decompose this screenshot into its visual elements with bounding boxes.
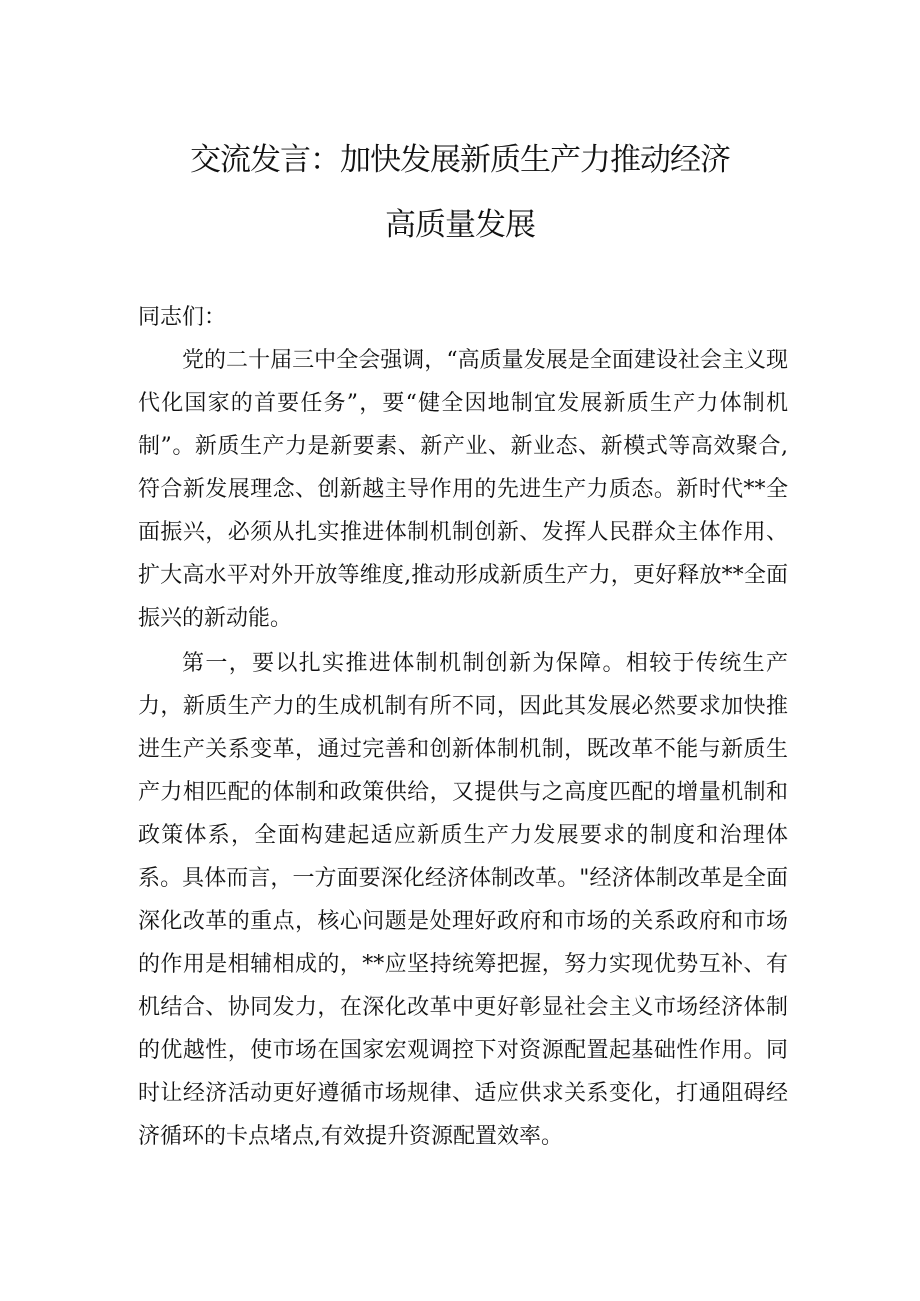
salutation: 同志们： — [138, 305, 227, 330]
document-title-line-1: 交流发言：加快发展新质生产力推动经济 — [190, 142, 730, 178]
paragraph-2: 第一，要以扎实推进体制机制创新为保障。相较于传统生产力，新质生产力的生成机制有所不同，因此其发展必然要求加快推进生产关系变革，通过完善和创新体制机制，既改革不能与新质生产力相匹配的体制和政策供给，又提供与之高度匹配的增量机制和政策体系，全面构建起适应新质生产力发展要求的制度和治理体系。具体而言，一方面要深化经济体制改革。"经济体制改革是全面深化改革的重点，核心问题是处理好政府和市场的关系政府和市场的作用是相辅相成的，**应坚持统筹把握，努力实现优势互补、有机结合、协同发力，在深化改革中更好彰显社会主义市场经济体制的优越性，使市场在国家宏观调控下对资源配置起基础性作用。同时让经济活动更好遵循市场规律、适应供求关系变化，打通阻碍经济循环的卡点堵点,有效提升资源配置效率。 — [138, 651, 788, 1149]
paragraph-1: 党的二十届三中全会强调，“高质量发展是全面建设社会主义现代化国家的首要任务”，要“健全因地制宜发展新质生产力体制机制”。新质生产力是新要素、新产业、新业态、新模式等高效聚合,符合新发展理念、创新越主导作用的先进生产力质态。新时代**全面振兴，必须从扎实推进体制机制创新、发挥人民群众主体作用、扩大高水平对外开放等维度,推动形成新质生产力，更好释放**全面振兴的新动能。 — [138, 348, 788, 631]
document-title-line-2: 高质量发展 — [385, 207, 535, 243]
